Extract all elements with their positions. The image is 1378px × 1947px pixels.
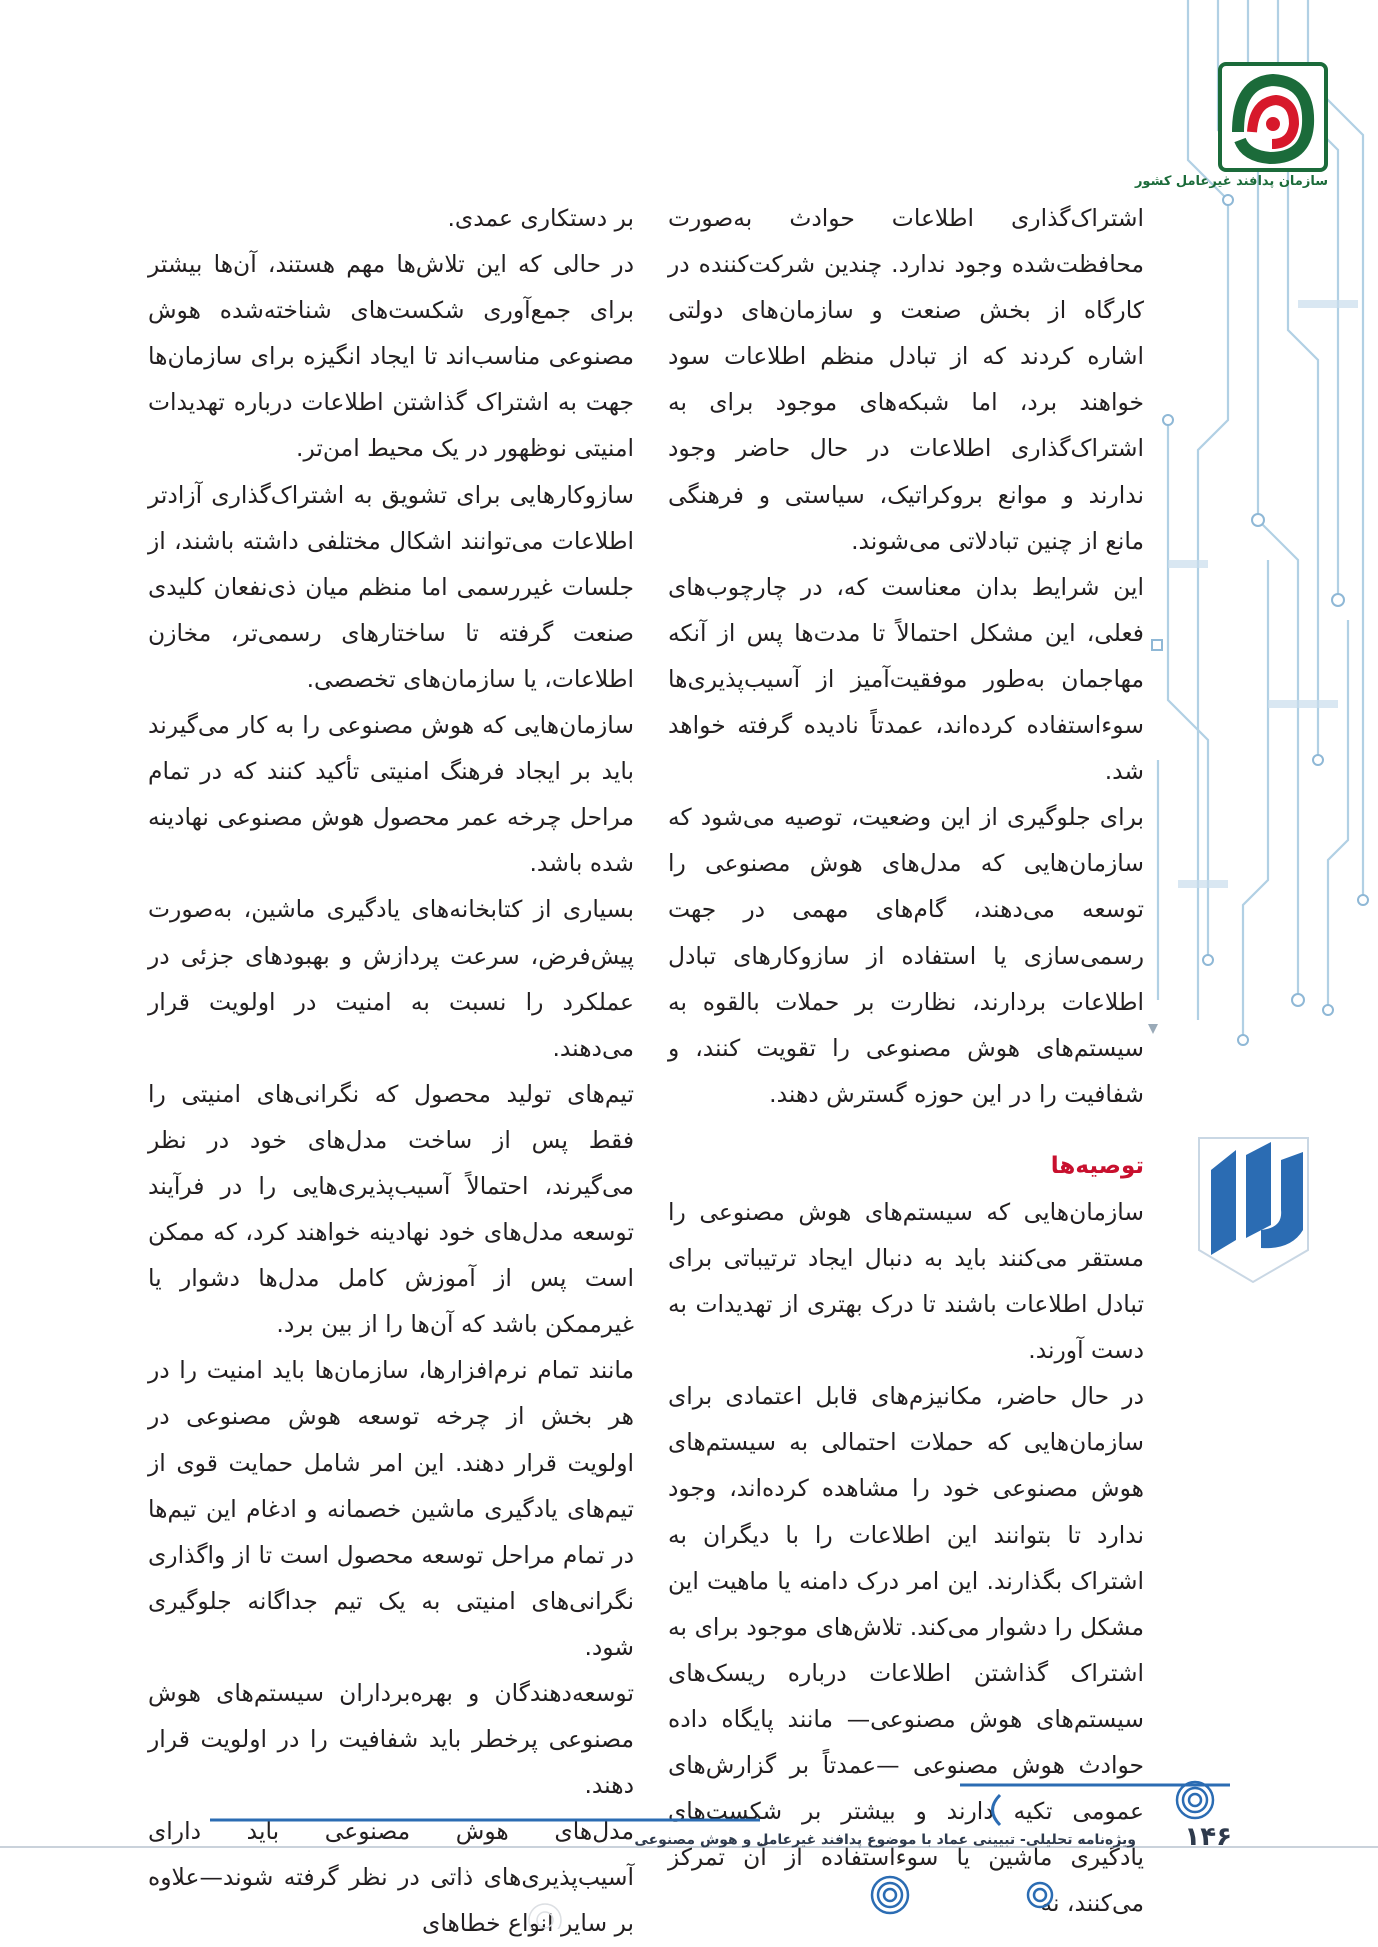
paragraph: توسعه‌دهندگان و بهره‌برداران سیستم‌های هوش مصنوعی پرخطر باید شفافیت را در اولویت قرار دهند. [148,1679,634,1800]
organization-logo [1134,62,1328,190]
paragraph: بر دستکاری عمدی. [447,204,634,232]
paragraph: بسیاری از کتابخانه‌های یادگیری ماشین، به‌صورت پیش‌فرض، سرعت پردازش و بهبودهای جزئی در عملکرد را نسبت به امنیت در اولویت قرار می‌دهند. [148,895,634,1062]
footer-title: ویژه‌نامه تحلیلی- تبیینی عماد با موضوع پدافند غیرعامل و هوش مصنوعی [634,1832,1136,1848]
paragraph: سازوکارهایی برای تشویق به اشتراک‌گذاری آزادتر اطلاعات می‌توانند اشکال مختلفی داشته باشند، از جلسات غیررسمی اما منظم میان ذی‌نفعان کلیدی صنعت گرفته تا ساختارهای رسمی‌تر، مخازن اطلاعات، یا سازمان‌های تخصصی. [148,480,634,693]
emblem-logo-icon [1191,1130,1316,1290]
paragraph: در حالی که این تلاش‌ها مهم هستند، آن‌ها بیشتر برای جمع‌آوری شکست‌های شناخته‌شده هوش مصنوعی مناسب‌اند تا ایجاد انگیزه برای سازمان‌ها جهت به اشتراک گذاشتن اطلاعات درباره تهدیدات امنیتی نوظهور در یک محیط امن‌تر. [148,250,634,463]
paragraph: برای جلوگیری از این وضعیت، توصیه می‌شود که سازمان‌هایی که مدل‌های هوش مصنوعی را توسعه می‌دهند، گام‌های مهمی در جهت رسمی‌سازی یا استفاده از سازوکارهای تبادل اطلاعات بردارند، نظارت بر حملات بالقوه به سیستم‌های هوش مصنوعی را تقویت کنند، و شفافیت را در این حوزه گسترش دهند. [668,803,1144,1108]
paragraph: در حال حاضر، مکانیزم‌های قابل اعتمادی برای سازمان‌هایی که حملات احتمالی به سیستم‌های هوش مصنوعی خود را مشاهده کرده‌اند، وجود ندارد تا بتوانند این اطلاعات را با دیگران به اشتراک بگذارند. این امر درک دامنه یا ماهیت این مشکل را دشوار می‌کند. تلاش‌های موجود برای به اشتراک گذاشتن اطلاعات درباره ریسک‌های سیستم‌های هوش مصنوعی— مانند پایگاه داده حوادث هوش مصنوعی —عمدتاً بر گزارش‌های عمومی تکیه دارند و بیشتر بر شکست‌های یادگیری ماشین یا سوءاستفاده از آن تمرکز می‌کنند، نه [668,1382,1144,1918]
right-column [668,195,1144,1926]
organization-name: سازمان پدافند غیرعامل کشور [1134,174,1328,189]
left-column [148,195,634,1947]
organization-logo-emblem [1218,62,1328,172]
paragraph: مانند تمام نرم‌افزارها، سازمان‌ها باید امنیت را در هر بخش از چرخه توسعه هوش مصنوعی در اولویت قرار دهند. این امر شامل حمایت قوی از تیم‌های یادگیری ماشین خصمانه و ادغام این تیم‌ها در تمام مراحل توسعه محصول است تا از واگذاری نگرانی‌های امنیتی به یک تیم جداگانه جلوگیری شود. [148,1356,634,1661]
paragraph: تیم‌های تولید محصول که نگرانی‌های امنیتی را فقط پس از ساخت مدل‌های خود در نظر می‌گیرند، احتمالاً آسیب‌پذیری‌هایی را در فرآیند توسعه مدل‌های خود نهادینه خواهند کرد، که ممکن است پس از آموزش کامل مدل‌ها دشوار یا غیرممکن باشد که آن‌ها را از بین برد. [148,1079,634,1339]
section-heading: توصیه‌ها [1050,1152,1144,1179]
paragraph: سازمان‌هایی که هوش مصنوعی را به کار می‌گیرند باید بر ایجاد فرهنگ امنیتی تأکید کنند که در تمام مراحل چرخه عمر محصول هوش مصنوعی نهادینه شده باشد. [148,711,634,878]
page-number: ۱۴۶ [1184,1822,1232,1852]
paragraph: سازمان‌هایی که سیستم‌های هوش مصنوعی را مستقر می‌کنند باید به دنبال ایجاد ترتیباتی برای تبادل اطلاعات باشند تا درک بهتری از تهدیدات به دست آورند. [668,1197,1144,1365]
paragraph: اشتراک‌گذاری اطلاعات حوادث به‌صورت محافظت‌شده وجود ندارد. چندین شرکت‌کننده در کارگاه از بخش صنعت و سازمان‌های دولتی اشاره کردند که از تبادل منظم اطلاعات سود خواهند برد، اما شبکه‌های موجود برای به اشتراک‌گذاری اطلاعات در حال حاضر وجود ندارند و موانع بروکراتیک، سیاستی و فرهنگی مانع از چنین تبادلاتی می‌شوند. [668,204,1144,555]
paragraph: این شرایط بدان معناست که، در چارچوب‌های فعلی، این مشکل احتمالاً تا مدت‌ها پس از آنکه مهاجمان به‌طور موفقیت‌آمیز از آسیب‌پذیری‌ها سوءاستفاده کرده‌اند، عمدتاً نادیده گرفته خواهد شد. [668,572,1144,786]
paragraph: مدل‌های هوش مصنوعی باید دارای آسیب‌پذیری‌های ذاتی در نظر گرفته شوند—علاوه بر سایر انواع خطاهای [148,1817,634,1938]
emblem-logo [1191,1130,1316,1290]
